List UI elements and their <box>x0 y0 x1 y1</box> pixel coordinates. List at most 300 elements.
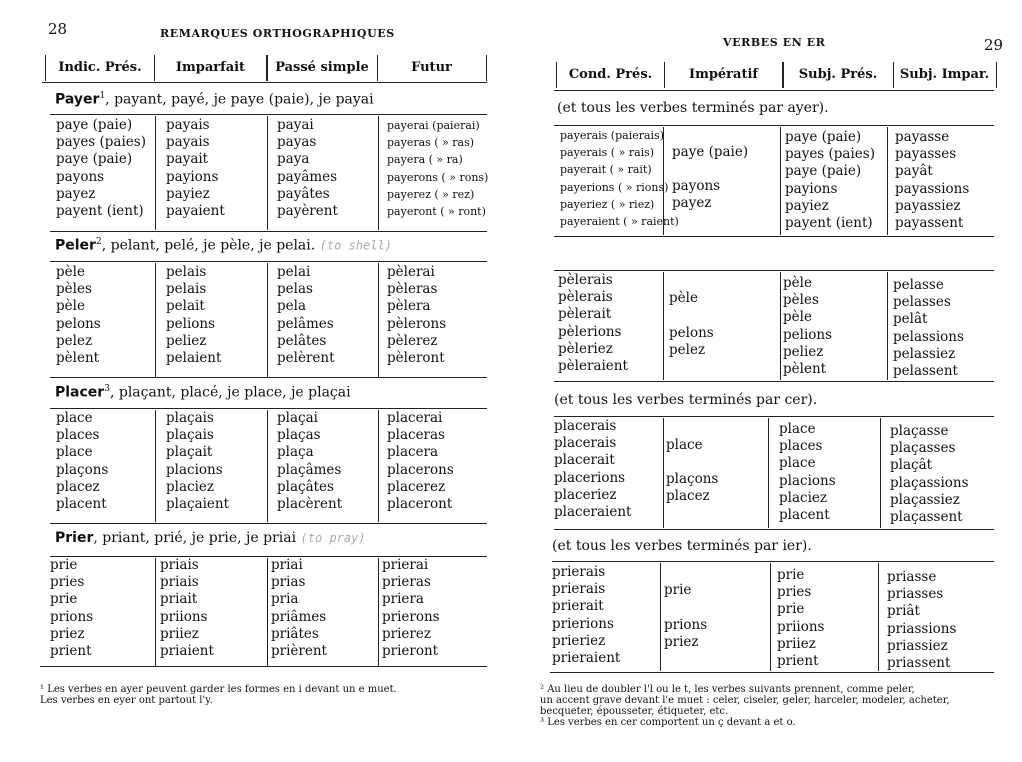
conjugation-form: place <box>56 444 93 461</box>
conjugation-form: plaças <box>277 427 321 444</box>
conjugation-form: pèlerez <box>387 332 438 349</box>
payer-indicatif-column <box>56 117 146 220</box>
conjugation-form: prierions <box>552 615 614 632</box>
conjugation-form: plaçasse <box>890 423 949 439</box>
conjugation-form: pèlerais <box>558 272 613 288</box>
verb-forms: , pelant, pelé, je pèle, je pelai. <box>101 237 316 254</box>
footnotes <box>40 684 480 706</box>
header-futur: Futur <box>377 55 487 81</box>
verb-name: Placer <box>55 384 105 401</box>
divider <box>267 116 268 230</box>
conjugation-form: pèlera <box>387 298 431 315</box>
conjugation-form: places <box>56 427 100 444</box>
peler-futur-column <box>387 264 446 367</box>
conjugation-form: priiez <box>777 635 816 652</box>
conjugation-form: plaça <box>277 444 314 461</box>
conjugation-form: priassent <box>887 654 951 671</box>
conjugation-form: pèleront <box>387 349 445 366</box>
divider <box>267 410 268 522</box>
conjugation-form: pelons <box>56 315 101 332</box>
conjugation-form: prierai <box>382 557 429 573</box>
conjugation-form: pèlent <box>783 360 827 377</box>
conjugation-form: paye (paie) <box>56 151 133 168</box>
peler-indicatif-column <box>56 264 101 367</box>
conjugation-form: placerez <box>387 478 446 495</box>
conjugation-form: placerais <box>554 435 617 452</box>
conjugation-form: prient <box>50 642 92 659</box>
conjugation-form: pèlerai <box>387 264 435 280</box>
conjugation-form: payerais ( » rais) <box>560 146 655 160</box>
conjugation-form: payasse <box>895 129 950 145</box>
conjugation-form: prierait <box>552 598 604 615</box>
divider <box>554 90 994 91</box>
payer-imparfait-column <box>166 117 225 220</box>
conjugation-form: paye (paie) <box>785 129 862 145</box>
section-title-peler <box>55 237 392 254</box>
conjugation-form: pèle <box>669 290 698 306</box>
conjugation-form: prions <box>664 617 708 633</box>
conjugation-form: place <box>56 410 93 426</box>
conjugation-form: placent <box>56 495 107 512</box>
right-page <box>520 0 1022 762</box>
left-page <box>0 0 500 762</box>
placer-indicatif-column <box>56 410 108 513</box>
payer-passe-simple-column <box>277 117 338 220</box>
conjugation-form: pèlerais <box>558 289 613 306</box>
conjugation-form: paye (paie) <box>785 163 862 180</box>
conjugation-form: pèle <box>783 275 812 291</box>
section-title-payer <box>55 91 374 108</box>
divider <box>50 114 487 115</box>
conjugation-form: payas <box>277 134 317 151</box>
conjugation-form: prions <box>50 608 94 625</box>
cer-conditionnel-column <box>554 418 632 521</box>
conjugation-form: pria <box>271 591 299 608</box>
column-headers <box>45 55 485 81</box>
conjugation-form: pelait <box>166 298 205 315</box>
conjugation-form: pelassiez <box>893 345 956 362</box>
divider <box>880 418 881 528</box>
ayer-subj-imparfait-column <box>895 129 969 232</box>
conjugation-form: prierons <box>382 608 440 625</box>
conjugation-form: placeraient <box>554 503 632 520</box>
conjugation-form: plaçais <box>166 410 214 426</box>
conjugation-form: pèles <box>56 281 92 298</box>
conjugation-form: payez <box>672 195 712 212</box>
conjugation-form: payassions <box>895 180 970 197</box>
ier-conditionnel-column <box>552 564 620 667</box>
conjugation-form: placera <box>387 444 439 461</box>
divider <box>550 672 994 673</box>
conjugation-form: priais <box>160 557 199 573</box>
ayer-imperatif-singular <box>672 144 748 161</box>
divider <box>780 127 781 235</box>
conjugation-form: payai <box>277 117 314 133</box>
conjugation-form: payât <box>895 163 933 180</box>
peler-imparfait-column <box>166 264 221 367</box>
conjugation-form: pelâmes <box>277 315 334 332</box>
conjugation-form: plaçassions <box>890 474 969 491</box>
divider <box>50 377 487 378</box>
conjugation-form: paye (paie) <box>56 117 133 133</box>
conjugation-form: pelais <box>166 264 207 280</box>
conjugation-form: priâtes <box>271 625 319 642</box>
header-subj-imparfait: Subj. Impar. <box>893 62 997 88</box>
verb-name: Payer <box>55 91 100 108</box>
divider <box>887 127 888 235</box>
header-subj-present: Subj. Prés. <box>782 62 894 88</box>
conjugation-form: priasses <box>887 586 944 603</box>
conjugation-form: pèleraient <box>558 357 628 374</box>
conjugation-form: placions <box>779 472 836 489</box>
conjugation-form: prie <box>777 601 805 618</box>
prier-indicatif-column <box>50 557 93 660</box>
handwritten-note: (to pray) <box>300 531 366 545</box>
conjugation-form: plaçons <box>56 461 109 478</box>
divider <box>378 558 379 666</box>
conjugation-form: placions <box>166 461 223 478</box>
column-headers <box>556 62 995 88</box>
conjugation-form: pries <box>777 584 812 601</box>
prier-passe-simple-column <box>271 557 327 660</box>
cer-subj-present-column <box>779 421 836 524</box>
conjugation-form: prieras <box>382 574 431 591</box>
conjugation-form: peliez <box>783 343 824 360</box>
divider <box>50 231 487 232</box>
divider <box>663 418 664 528</box>
peler-subj-present-column <box>783 275 832 378</box>
conjugation-form: pelez <box>56 332 93 349</box>
conjugation-form: payeront ( » ront) <box>387 204 486 218</box>
conjugation-form: paye (paie) <box>672 144 749 160</box>
conjugation-form: priiez <box>160 625 199 642</box>
conjugation-form: pèlerons <box>387 315 447 332</box>
conjugation-form: pelions <box>783 326 833 343</box>
section-title-ayer: (et tous les verbes terminés par ayer). <box>557 100 829 116</box>
conjugation-form: pèle <box>56 264 85 280</box>
conjugation-form: plaçais <box>166 427 214 444</box>
section-title-ier: (et tous les verbes terminés par ier). <box>552 538 812 554</box>
conjugation-form: peliez <box>166 332 207 349</box>
conjugation-form: payiez <box>785 197 829 214</box>
placer-futur-column <box>387 410 454 513</box>
footnote-ref: 2 <box>95 237 102 247</box>
footnote: ² Au lieu de doubler l'l ou le t, les verbes suivants prennent, comme peler, <box>540 684 915 695</box>
divider <box>554 529 994 530</box>
conjugation-form: plaçassiez <box>890 491 960 508</box>
conjugation-form: payeriez ( » riez) <box>560 197 655 211</box>
section-title-prier <box>55 530 366 546</box>
conjugation-form: placent <box>779 506 830 523</box>
conjugation-form: payent (ient) <box>785 214 873 231</box>
conjugation-form: pelâtes <box>277 332 327 349</box>
divider <box>554 416 994 417</box>
divider <box>780 272 781 380</box>
conjugation-form: payerait ( » rait) <box>560 163 652 177</box>
conjugation-form: prièrent <box>271 642 327 659</box>
conjugation-form: payions <box>785 180 838 197</box>
conjugation-form: plaçons <box>666 471 719 487</box>
footnote-ref: 3 <box>104 384 110 394</box>
conjugation-form: pelaient <box>166 349 222 366</box>
conjugation-form: prient <box>777 652 819 669</box>
conjugation-form: placiez <box>779 489 827 506</box>
conjugation-form: priassions <box>887 620 957 637</box>
conjugation-form: pries <box>50 574 85 591</box>
peler-imperatif-column <box>669 325 714 359</box>
conjugation-form: places <box>779 438 823 455</box>
conjugation-form: payèrent <box>277 202 338 219</box>
conjugation-form: placerions <box>554 469 626 486</box>
conjugation-form: payais <box>166 117 210 133</box>
conjugation-form: prias <box>271 574 306 591</box>
conjugation-form: prieront <box>382 642 439 659</box>
divider <box>554 125 994 126</box>
conjugation-form: payerons ( » rons) <box>387 170 489 184</box>
conjugation-form: payait <box>166 151 209 168</box>
conjugation-form: payons <box>56 168 105 185</box>
conjugation-form: priassiez <box>887 637 948 654</box>
conjugation-form: placerait <box>554 452 615 469</box>
header-imparfait: Imparfait <box>154 55 268 81</box>
conjugation-form: pelai <box>277 264 311 280</box>
conjugation-form: priez <box>664 634 699 651</box>
cer-imperatif-column <box>666 471 718 505</box>
conjugation-form: pèles <box>783 292 819 309</box>
conjugation-form: payerez ( » rez) <box>387 187 475 201</box>
header-passe-simple: Passé simple <box>266 55 378 81</box>
conjugation-form: payeraient ( » raient) <box>560 214 679 228</box>
conjugation-form: priais <box>160 574 199 591</box>
divider <box>50 408 487 409</box>
divider <box>50 261 487 262</box>
conjugation-form: placeras <box>387 427 445 444</box>
conjugation-form: payent (ient) <box>56 202 144 219</box>
divider <box>552 561 994 562</box>
conjugation-form: pelas <box>277 281 313 298</box>
footnote: ¹ Les verbes en ayer peuvent garder les formes en i devant un e muet. <box>40 684 397 695</box>
conjugation-form: priions <box>160 608 208 625</box>
conjugation-form: payera ( » ra) <box>387 153 463 167</box>
conjugation-form: prierais <box>552 564 606 580</box>
conjugation-form: pelais <box>166 281 207 298</box>
divider <box>554 236 994 237</box>
conjugation-form: placeront <box>387 495 453 512</box>
conjugation-form: payâtes <box>277 185 330 202</box>
divider <box>42 82 487 83</box>
conjugation-form: payes (paies) <box>785 146 875 163</box>
peler-subj-imparfait-column <box>893 277 964 380</box>
divider <box>554 270 994 271</box>
divider <box>50 523 487 524</box>
conjugation-form: placeriez <box>554 486 617 503</box>
verb-forms: , priant, prié, je prie, je priai <box>93 530 297 546</box>
conjugation-form: plaçait <box>166 444 213 461</box>
conjugation-form: plaçâtes <box>277 478 334 495</box>
divider <box>378 410 379 522</box>
conjugation-form: plaçaient <box>166 495 230 512</box>
cer-subj-imparfait-column <box>890 423 969 526</box>
section-title-cer: (et tous les verbes terminés par cer). <box>554 392 818 408</box>
conjugation-form: priaient <box>160 642 214 659</box>
handwritten-note: (to shell) <box>319 238 392 253</box>
conjugation-form: pèleras <box>387 281 438 298</box>
conjugation-form: pelions <box>166 315 216 332</box>
divider <box>768 418 769 528</box>
header-imperatif: Impératif <box>664 62 784 88</box>
conjugation-form: placerais <box>554 418 617 434</box>
conjugation-form: prierez <box>382 625 431 642</box>
conjugation-form: placerons <box>387 461 454 478</box>
divider <box>660 563 661 671</box>
conjugation-form: priasse <box>887 569 937 585</box>
conjugation-form: paya <box>277 151 310 168</box>
peler-conditionnel-column <box>558 272 628 375</box>
conjugation-form: plaçassent <box>890 508 963 525</box>
conjugation-form: placiez <box>166 478 214 495</box>
conjugation-form: payassent <box>895 214 964 231</box>
ayer-subj-present-column <box>785 129 875 232</box>
conjugation-form: priâmes <box>271 608 327 625</box>
conjugation-form: pèle <box>56 298 85 315</box>
divider <box>887 272 888 380</box>
footnote-ref: 1 <box>99 91 106 101</box>
footnotes <box>540 684 1010 728</box>
conjugation-form: placez <box>666 488 710 505</box>
conjugation-form: priez <box>50 625 85 642</box>
divider <box>878 563 879 671</box>
conjugation-form: prie <box>50 591 78 608</box>
conjugation-form: pela <box>277 298 306 315</box>
divider <box>155 263 156 377</box>
conjugation-form: pelât <box>893 311 928 328</box>
conjugation-form: pèlerions <box>558 323 622 340</box>
placer-imparfait-column <box>166 410 229 513</box>
conjugation-form: prie <box>777 567 805 583</box>
verb-name: Peler <box>55 237 96 254</box>
conjugation-form: place <box>779 455 816 472</box>
prier-futur-column <box>382 557 440 660</box>
conjugation-form: plaçai <box>277 410 318 426</box>
conjugation-form: prie <box>50 557 78 573</box>
divider <box>378 116 379 230</box>
divider <box>267 263 268 377</box>
divider <box>554 381 994 382</box>
conjugation-form: payâmes <box>277 168 338 185</box>
conjugation-form: pelasses <box>893 294 951 311</box>
conjugation-form: priât <box>887 603 920 620</box>
conjugation-form: placez <box>56 478 100 495</box>
peler-imperatif-singular <box>669 290 698 307</box>
conjugation-form: payais <box>166 134 210 151</box>
conjugation-form: pelèrent <box>277 349 335 366</box>
page-number: 28 <box>48 20 68 38</box>
conjugation-form: placèrent <box>277 495 343 512</box>
conjugation-form: placerai <box>387 410 443 426</box>
page-number: 29 <box>984 36 1004 54</box>
ier-subj-imparfait-column <box>887 569 956 672</box>
ier-imperatif-singular <box>664 582 691 599</box>
running-head: REMARQUES ORTHOGRAPHIQUES <box>160 27 395 40</box>
verb-forms: , plaçant, placé, je place, je plaçai <box>109 384 351 401</box>
conjugation-form: place <box>779 421 816 437</box>
ayer-conditionnel-column <box>560 127 679 230</box>
footnote: un accent grave devant l'e muet : celer, ciseler, geler, harceler, modeler, acheter, <box>540 695 950 706</box>
peler-passe-simple-column <box>277 264 335 367</box>
conjugation-form: payions <box>166 168 219 185</box>
footnote: Les verbes en eyer ont partout l'y. <box>40 695 213 706</box>
conjugation-form: plaçasses <box>890 440 956 457</box>
conjugation-form: payassiez <box>895 197 961 214</box>
conjugation-form: payez <box>56 185 96 202</box>
conjugation-form: pèlerait <box>558 306 612 323</box>
conjugation-form: pelons <box>669 325 714 341</box>
cer-imperatif-singular <box>666 437 703 454</box>
conjugation-form: pèleriez <box>558 340 613 357</box>
divider <box>155 410 156 522</box>
conjugation-form: payes (paies) <box>56 134 146 151</box>
prier-imparfait-column <box>160 557 214 660</box>
verb-forms: , payant, payé, je paye (paie), je payai <box>105 91 374 108</box>
divider <box>267 558 268 666</box>
conjugation-form: payiez <box>166 185 210 202</box>
conjugation-form: plaçât <box>890 457 933 474</box>
divider <box>663 272 664 380</box>
conjugation-form: place <box>666 437 703 453</box>
placer-passe-simple-column <box>277 410 342 513</box>
section-title-placer <box>55 384 351 401</box>
conjugation-form: pèlent <box>56 349 100 366</box>
ier-imperatif-column <box>664 617 707 651</box>
conjugation-form: payons <box>672 178 721 194</box>
footnote: ³ Les verbes en cer comportent un ç devant a et o. <box>540 717 796 728</box>
conjugation-form: priai <box>271 557 303 573</box>
conjugation-form: payerai (paierai) <box>387 119 480 132</box>
conjugation-form: priions <box>777 618 825 635</box>
running-head: VERBES EN ER <box>723 36 826 49</box>
conjugation-form: pelassent <box>893 362 958 379</box>
conjugation-form: plaçâmes <box>277 461 342 478</box>
conjugation-form: pelasse <box>893 277 944 293</box>
conjugation-form: prie <box>664 582 692 598</box>
conjugation-form: prierais <box>552 581 606 598</box>
ayer-imperatif-column <box>672 178 720 212</box>
verb-name: Prier <box>55 530 94 546</box>
conjugation-form: payasses <box>895 146 957 163</box>
conjugation-form: prieraient <box>552 649 621 666</box>
divider <box>155 558 156 666</box>
ier-subj-present-column <box>777 567 824 670</box>
conjugation-form: pèle <box>783 309 812 326</box>
conjugation-form: priera <box>382 591 424 608</box>
conjugation-form: payaient <box>166 202 225 219</box>
conjugation-form: prieriez <box>552 632 606 649</box>
divider <box>770 563 771 671</box>
divider <box>40 666 487 667</box>
divider <box>378 263 379 377</box>
conjugation-form: priait <box>160 591 198 608</box>
divider <box>155 116 156 230</box>
conjugation-form: pelassions <box>893 328 964 345</box>
conjugation-form: pelez <box>669 342 706 359</box>
footnote: becqueter, épousseter, étiqueter, etc. <box>540 706 729 717</box>
header-conditionnel: Cond. Prés. <box>556 62 665 88</box>
payer-futur-column <box>387 117 488 220</box>
conjugation-form: payerions ( » rions) <box>560 180 669 194</box>
conjugation-form: payeras ( » ras) <box>387 136 475 150</box>
header-indicatif: Indic. Prés. <box>45 55 155 81</box>
conjugation-form: payerais (paierais) <box>560 129 664 142</box>
